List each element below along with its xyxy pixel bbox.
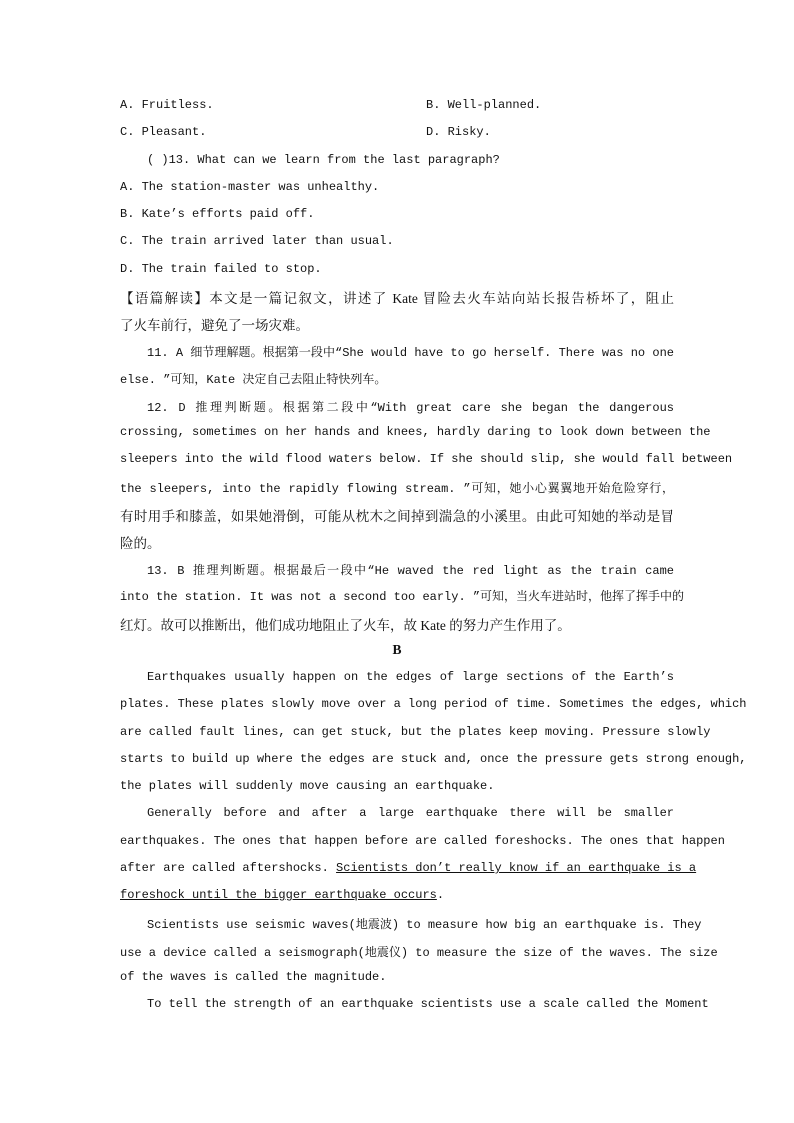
answer-11-line-1: 11. A 细节理解题。根据第一段中“She would have to go herself. There was no one (147, 346, 674, 360)
underlined-sentence-part-2: foreshock until the bigger earthquake occurs (120, 888, 437, 902)
q13-option-b: B. Kate’s efforts paid off. (120, 207, 315, 221)
passage-p2-line-2: earthquakes. The ones that happen before are called foreshocks. The ones that happen (120, 834, 725, 848)
underlined-sentence-part-1: Scientists don’t really know if an earthquake is a (336, 861, 697, 875)
passage-p2-line-3 (120, 861, 697, 875)
answer-12-line-3: sleepers into the wild flood waters below. If she should slip, she would fall between (120, 452, 733, 466)
passage-p3-line-3: of the waves is called the magnitude. (120, 970, 387, 984)
passage-p3-line-1: Scientists use seismic waves(地震波) to measure how big an earthquake is. They (147, 918, 702, 932)
analysis-line-2: 了火车前行，避免了一场灾难。 (120, 318, 309, 333)
answer-13-line-3: 红灯。故可以推断出，他们成功地阻止了火车，故 Kate 的努力产生作用了。 (120, 618, 571, 633)
q12-option-b: B. Well-planned. (426, 98, 542, 112)
passage-p2-line-4 (120, 888, 674, 902)
answer-12-line-1: 12. D 推理判断题。根据第二段中“With great care she began the dangerous (147, 401, 674, 415)
answer-12-line-4: the sleepers, into the rapidly flowing stream. ”可知，她小心翼翼地开始危险穿行， (120, 482, 674, 496)
passage-p2-line-1: Generally before and after a large earthquake there will be smaller (147, 806, 674, 820)
passage-p1-line-5: the plates will suddenly move causing an earthquake. (120, 779, 495, 793)
answer-13-line-2: into the station. It was not a second too early. ”可知，当火车进站时，他挥了挥手中的 (120, 590, 685, 604)
passage-p4-line-1: To tell the strength of an earthquake scientists use a scale called the Moment (147, 997, 709, 1011)
passage-p2-line-4-period: . (436, 888, 445, 902)
answer-13-line-1: 13. B 推理判断题。根据最后一段中“He waved the red light as the train came (147, 564, 674, 578)
answer-12-line-2: crossing, sometimes on her hands and knees, hardly daring to look down between the (120, 425, 711, 439)
answer-12-line-6: 险的。 (120, 536, 161, 551)
passage-p1-line-2: plates. These plates slowly move over a long period of time. Sometimes the edges, which (120, 697, 747, 711)
q12-option-a: A. Fruitless. (120, 98, 214, 112)
q12-option-d: D. Risky. (426, 125, 491, 139)
q12-option-c: C. Pleasant. (120, 125, 207, 139)
passage-p1-line-4: starts to build up where the edges are stuck and, once the pressure gets strong enough, (120, 752, 747, 766)
section-b-heading: B (392, 642, 402, 657)
answer-12-line-5: 有时用手和膝盖，如果她滑倒，可能从枕木之间掉到湍急的小溪里。由此可知她的举动是冒 (120, 509, 674, 524)
passage-p1-line-1: Earthquakes usually happen on the edges of large sections of the Earth’s (147, 670, 674, 684)
passage-p1-line-3: are called fault lines, can get stuck, but the plates keep moving. Pressure slowly (120, 725, 711, 739)
q13-option-d: D. The train failed to stop. (120, 262, 322, 276)
q13-stem: ( )13. What can we learn from the last paragraph? (147, 153, 500, 167)
analysis-line-1: 【语篇解读】本文是一篇记叙文，讲述了 Kate 冒险去火车站向站长报告桥坏了，阻止 (120, 291, 674, 306)
q13-option-c: C. The train arrived later than usual. (120, 234, 394, 248)
q13-option-a: A. The station-master was unhealthy. (120, 180, 380, 194)
passage-p2-line-3-text: after are called aftershocks. (120, 861, 337, 875)
passage-p3-line-2: use a device called a seismograph(地震仪) to measure the size of the waves. The size (120, 946, 718, 960)
answer-11-line-2: else. ”可知，Kate 决定自己去阻止特快列车。 (120, 373, 387, 387)
